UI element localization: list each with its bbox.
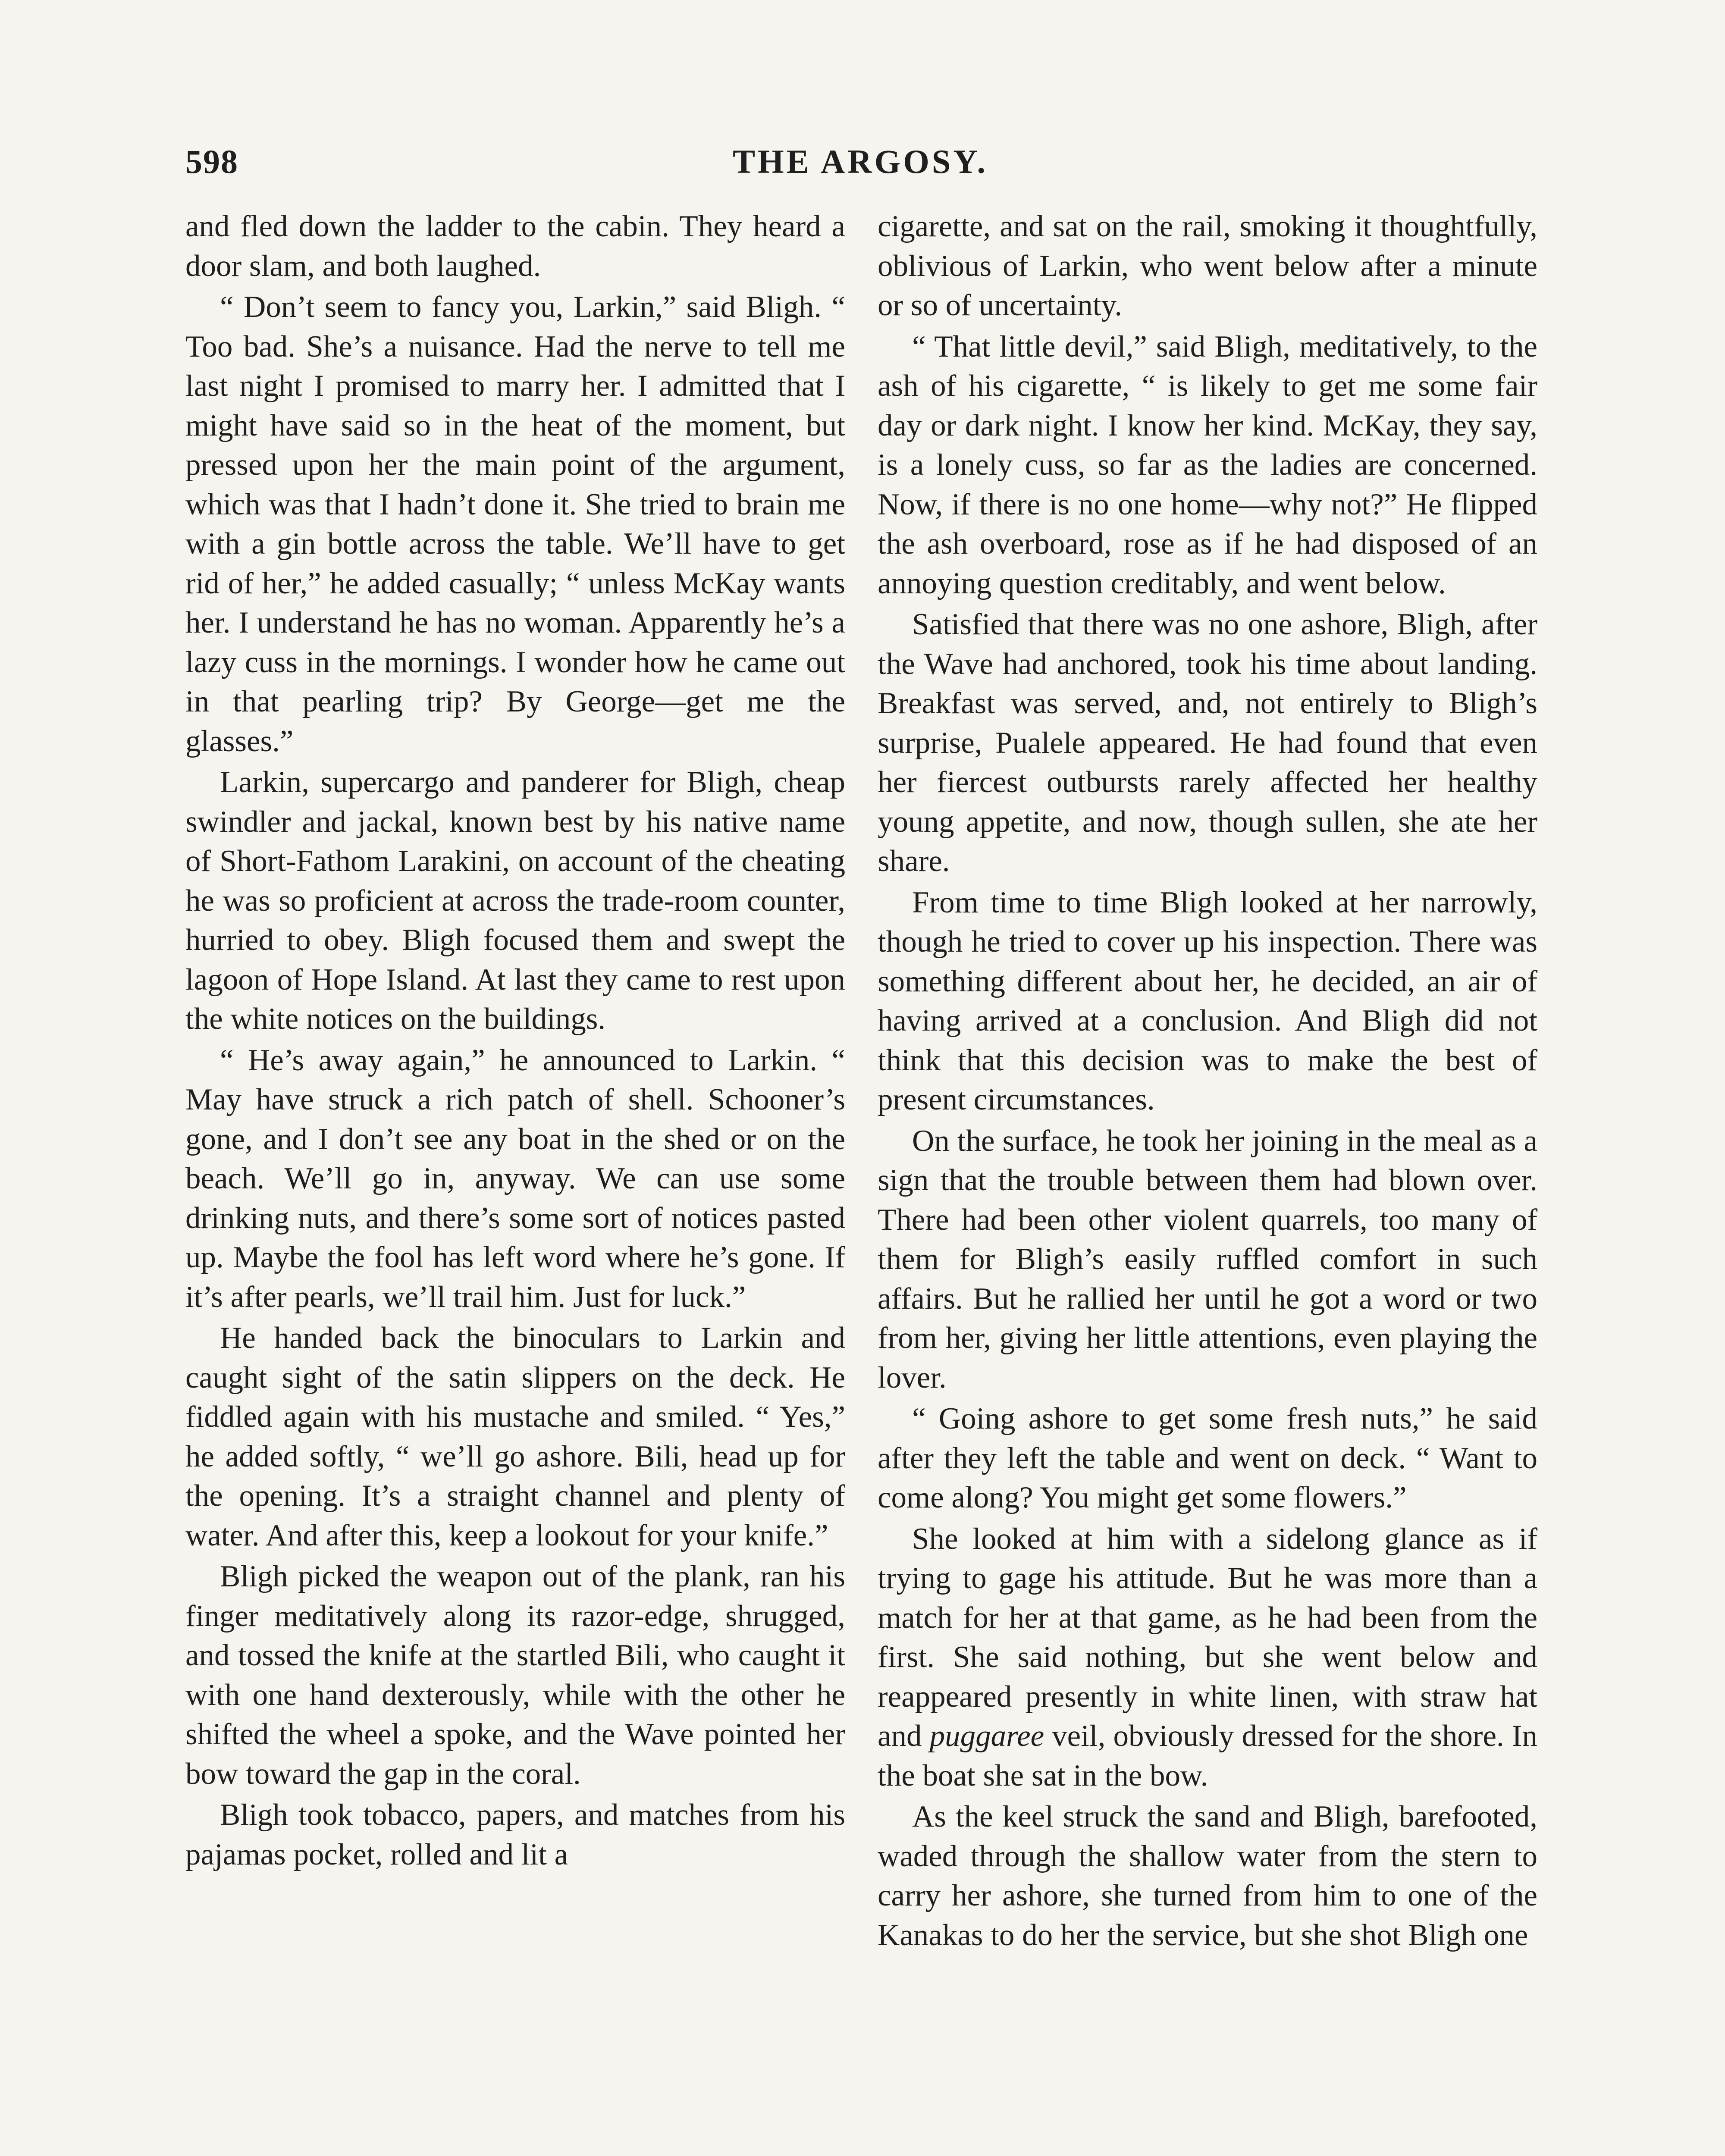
paragraph: cigarette, and sat on the rail, smoking it thoughtfully, oblivious of Larkin, who went below after a minute or so of uncertainty. xyxy=(878,210,1537,322)
running-title: THE ARGOSY. xyxy=(733,143,988,180)
right-column xyxy=(878,207,1537,2156)
paragraph-text: veil, obviously dressed for the shore. In the boat she sat in the bow. xyxy=(878,1719,1537,1792)
paragraph: “ He’s away again,” he announced to Larkin. “ May have struck a rich patch of shell. Schooner’s gone, and I don’t see any boat in the shed or on the beach. We’ll go in, anyway. We can use some drinking nuts, and there’s some sort of notices pasted up. Maybe the fool has left word where he’s gone. If it’s after pearls, we’ll trail him. Just for luck.” xyxy=(185,1043,845,1314)
paragraph: and fled down the ladder to the cabin. They heard a door slam, and both laughed. xyxy=(185,210,845,283)
paragraph xyxy=(878,1520,1537,1796)
paragraph: “ Don’t seem to fancy you, Larkin,” said Bligh. “ Too bad. She’s a nuisance. Had the nerve to tell me last night I promised to marry her. I admitted that I might have said so in the heat of the moment, but pressed upon her the main point of the argument, which was that I hadn’t done it. She tried to brain me with a gin bottle across the table. We’ll have to get rid of her,” he added casually; “ unless McKay wants her. I understand he has no woman. Apparently he’s a lazy cuss in the mornings. I wonder how he came out in that pearling trip? By George—get me the glasses.” xyxy=(185,290,845,758)
paragraph-text: She looked at him with a sidelong glance as if trying to gage his attitude. But he was more than a match for her at that game, as he had been from the first. She said nothing, but she went below and reappeared presently in white linen, with straw hat and xyxy=(878,1522,1537,1753)
paragraph: He handed back the binoculars to Larkin and caught sight of the satin slippers on the deck. He fiddled again with his mustache and smiled. “ Yes,” he added softly, “ we’ll go ashore. Bili, head up for the opening. It’s a straight channel and plenty of water. And after this, keep a lookout for your knife.” xyxy=(185,1321,845,1552)
paragraph: As the keel struck the sand and Bligh, barefooted, waded through the shallow water from the stern to carry her ashore, she turned from him to one of the Kanakas to do her the service, but she shot Bligh one xyxy=(878,1800,1537,1952)
paragraph: Larkin, supercargo and panderer for Bligh, cheap swindler and jackal, known best by his native name of Short-Fathom Larakini, on account of the cheating he was so proficient at across the trade-room counter, hurried to obey. Bligh focused them and swept the lagoon of Hope Island. At last they came to rest upon the white notices on the buildings. xyxy=(185,765,845,1036)
paragraph: “ Going ashore to get some fresh nuts,” he said after they left the table and went on deck. “ Want to come along? You might get some flowers.” xyxy=(878,1402,1537,1514)
left-column xyxy=(185,207,845,2156)
page-number: 598 xyxy=(185,143,238,180)
paragraph: Bligh took tobacco, papers, and matches from his pajamas pocket, rolled and lit a xyxy=(185,1798,845,1871)
paragraph: On the surface, he took her joining in the meal as a sign that the trouble between them had blown over. There had been other violent quarrels, too many of them for Bligh’s easily ruffled comfort in such affairs. But he rallied her until he got a word or two from her, giving her little attentions, even playing the lover. xyxy=(878,1124,1537,1395)
paragraph: Bligh picked the weapon out of the plank, ran his finger meditatively along its razor-edge, shrugged, and tossed the knife at the startled Bili, who caught it with one hand dexterously, while with the other he shifted the wheel a spoke, and the Wave pointed her bow toward the gap in the coral. xyxy=(185,1560,845,1791)
paragraph: Satisfied that there was no one ashore, Bligh, after the Wave had anchored, took his time about landing. Breakfast was served, and, not entirely to Bligh’s surprise, Pualele appeared. He had found that even her fiercest outbursts rarely affected her healthy young appetite, and now, though sullen, she ate her share. xyxy=(878,608,1537,878)
paragraph: From time to time Bligh looked at her narrowly, though he tried to cover up his inspection. There was something different about her, he decided, an air of having arrived at a conclusion. And Bligh did not think that this decision was to make the best of present circumstances. xyxy=(878,885,1537,1116)
italic-word: puggaree xyxy=(929,1719,1044,1753)
page-header xyxy=(185,142,1535,190)
paragraph: “ That little devil,” said Bligh, meditatively, to the ash of his cigarette, “ is likely to get me some fair day or dark night. I know her kind. McKay, they say, is a lonely cuss, so far as the ladies are concerned. Now, if there is no one home—why not?” He flipped the ash overboard, rose as if he had disposed of an annoying question creditably, and went below. xyxy=(878,329,1537,600)
